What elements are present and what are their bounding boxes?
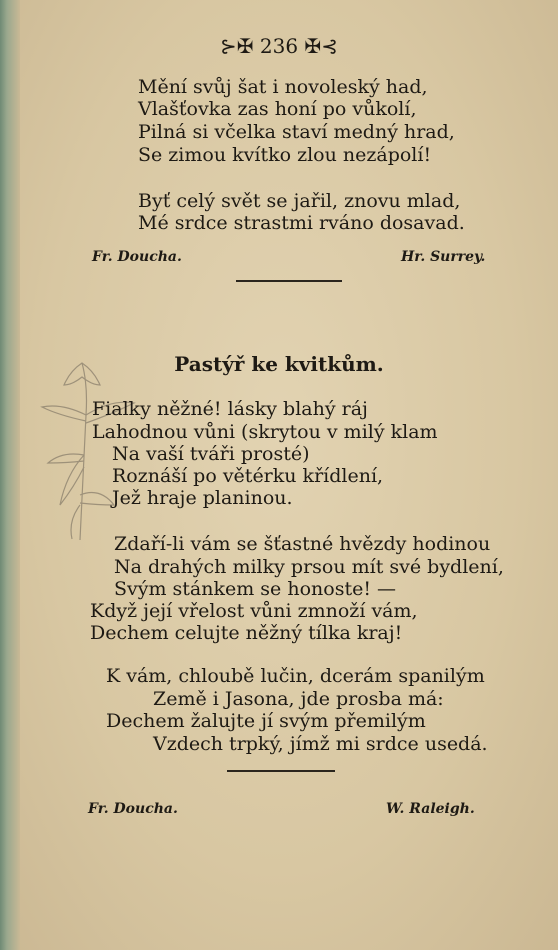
poem2-s3-line-2: Země i Jasona, jde prosba má: (153, 688, 444, 710)
poem2-s1-line-3: Na vaší tváři prosté) (112, 443, 310, 465)
poem2-author: W. Raleigh. (386, 801, 475, 817)
poem2-title: Pastýř ke kvitkům. (174, 352, 384, 376)
poem2-s1-line-1: Fialky něžné! lásky blahý ráj (92, 398, 368, 420)
poem2-s3-line-3: Dechem žalujte jí svým přemilým (106, 710, 426, 732)
poem1-line-5: Byť celý svět se jařil, znovu mlad, (138, 190, 461, 212)
poem2-s3-line-4: Vzdech trpký, jímž mi srdce usedá. (153, 733, 488, 755)
poem2-s1-line-5: Jež hraje planinou. (112, 487, 293, 509)
poem1-line-1: Mění svůj šat i novoleský had, (138, 76, 428, 98)
poem1-line-6: Mé srdce strastmi rváno dosavad. (138, 212, 465, 234)
poem2-s2-line-1: Zdaří-li vám se šťastné hvězdy hodinou (114, 533, 491, 555)
poem2-s1-line-2: Lahodnou vůni (skrytou v milý klam (92, 421, 438, 443)
poem2-s2-line-4: Když její vřelost vůni zmnoží vám, (90, 600, 418, 622)
section-divider (236, 280, 342, 282)
poem1-line-2: Vlašťovka zas honí po vůkolí, (138, 98, 417, 120)
poem1-author: Hr. Surrey. (401, 249, 486, 265)
poem2-s2-line-3: Svým stánkem se honoste! — (114, 578, 396, 600)
page-header: ⊱✠ 236 ✠⊰ (220, 34, 338, 58)
poem2-s2-line-5: Dechem celujte něžný tílka kraj! (90, 622, 403, 644)
poem1-line-4: Se zimou kvítko zlou nezápolí! (138, 144, 432, 166)
poem2-s3-line-1: K vám, chloubě lučin, dcerám spanilým (106, 665, 485, 687)
closing-divider (227, 770, 335, 772)
poem2-s2-line-2: Na drahých milky prsou mít své bydlení, (114, 556, 504, 578)
poem2-translator: Fr. Doucha. (88, 801, 178, 817)
poem1-line-3: Pilná si včelka staví medný hrad, (138, 121, 455, 143)
poem1-translator: Fr. Doucha. (92, 249, 182, 265)
poem2-s1-line-4: Roznáší po větérku křídlení, (112, 465, 384, 487)
page-gutter (0, 0, 20, 950)
